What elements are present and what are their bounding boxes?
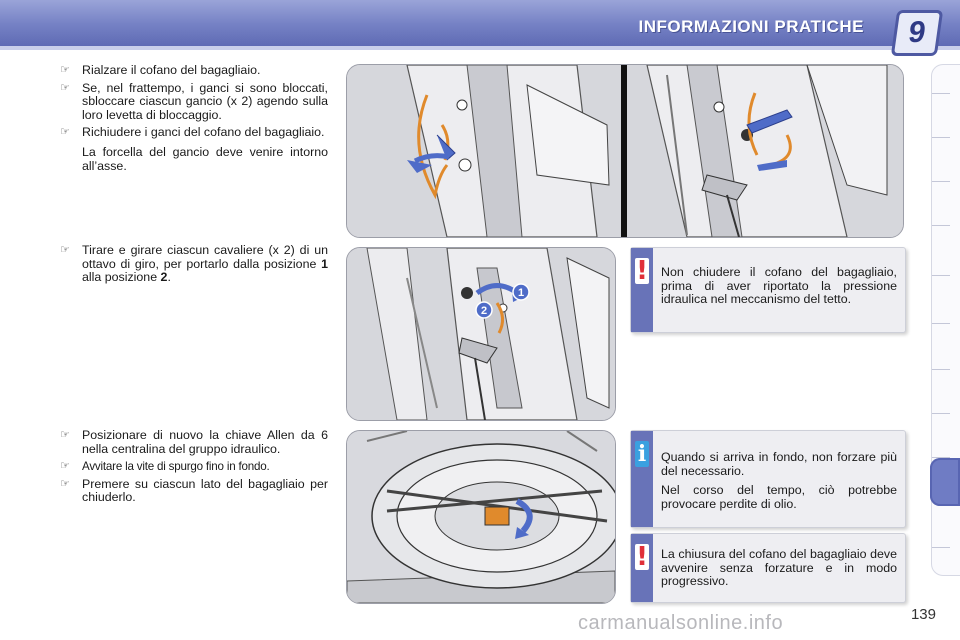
info-icon: i	[635, 441, 649, 467]
chapter-badge: 9	[891, 10, 943, 56]
instruction-note: La forcella del gancio deve venire intorno all’asse.	[82, 144, 328, 173]
illustration-latch-rotate	[346, 247, 616, 421]
tab-marker	[932, 547, 950, 548]
hook-drawing	[347, 65, 903, 237]
marker-2-label: 2	[480, 305, 488, 317]
exclamation-icon: !	[636, 256, 648, 286]
instruction-item: ☞ Richiudere i ganci del cofano del bagagliaio.	[60, 125, 325, 140]
instruction-item: ☞ Se, nel frattempo, i ganci si sono bloccati, sbloccare ciascun gancio (x 2) agendo sulla loro levetta di bloccaggio.	[60, 80, 328, 122]
instruction-item: ☞ Rialzare il cofano del bagagliaio.	[60, 63, 261, 77]
illustration-hook-unlock	[346, 64, 904, 238]
pointing-hand-icon: ☞	[60, 477, 70, 490]
exclamation-icon: !	[636, 542, 648, 572]
instruction-item: ☞ Tirare e girare ciascun cavaliere (x 2) di un ottavo di giro, per portarlo dalla posizione 1 alla posizione 2.	[60, 243, 328, 285]
warning-note	[630, 247, 906, 333]
section-1-text	[60, 64, 328, 173]
position-1-label: 1	[321, 256, 328, 271]
warning-text: La chiusura del cofano del bagagliaio deve avvenire senza forzature e in modo progressivo.	[661, 547, 897, 589]
instruction-item: ☞ Avvitare la vite di spurgo fino in fondo.	[60, 460, 270, 474]
pointing-hand-icon: ☞	[60, 64, 70, 76]
instruction-item: ☞ Posizionare di nuovo la chiave Allen da 6 nella centralina del gruppo idraulico.	[60, 428, 328, 456]
tab-marker	[932, 323, 950, 324]
position-2-label: 2	[160, 270, 168, 285]
tab-marker	[932, 93, 950, 94]
illustration-screw-tighten	[346, 430, 616, 604]
section-3-text	[60, 429, 328, 509]
tab-marker	[932, 369, 950, 370]
tab-marker	[932, 225, 950, 226]
warning-text: Non chiudere il cofano del bagagliaio, prima di aver riportato la pressione idraulica nel meccanismo del tetto.	[661, 265, 897, 307]
tab-marker	[932, 275, 950, 276]
pointing-hand-icon: ☞	[60, 244, 70, 256]
section-2-text	[60, 244, 328, 289]
warning-note	[630, 533, 906, 603]
page-title: INFORMAZIONI PRATICHE	[638, 17, 864, 36]
active-chapter-tab[interactable]	[930, 458, 960, 506]
pointing-hand-icon: ☞	[60, 460, 70, 473]
latch-drawing	[347, 248, 615, 420]
tab-marker	[932, 137, 950, 138]
header-divider	[0, 46, 960, 50]
wheel-well-drawing	[347, 431, 615, 603]
pointing-hand-icon: ☞	[60, 126, 70, 139]
tab-marker	[932, 181, 950, 182]
page-number: 139	[910, 606, 936, 623]
info-note	[630, 430, 906, 528]
watermark: carmanualsonline.info	[578, 612, 784, 634]
marker-1-label: 1	[517, 287, 525, 299]
tab-marker	[932, 413, 950, 414]
pointing-hand-icon: ☞	[60, 81, 70, 94]
instruction-item: ☞ Premere su ciascun lato del bagagliaio per chiuderlo.	[60, 476, 328, 505]
info-text: Quando si arriva in fondo, non forzare più del necessario. Nel corso del tempo, ciò potrebbe provocare perdite di olio.	[661, 450, 897, 511]
pointing-hand-icon: ☞	[60, 429, 70, 441]
